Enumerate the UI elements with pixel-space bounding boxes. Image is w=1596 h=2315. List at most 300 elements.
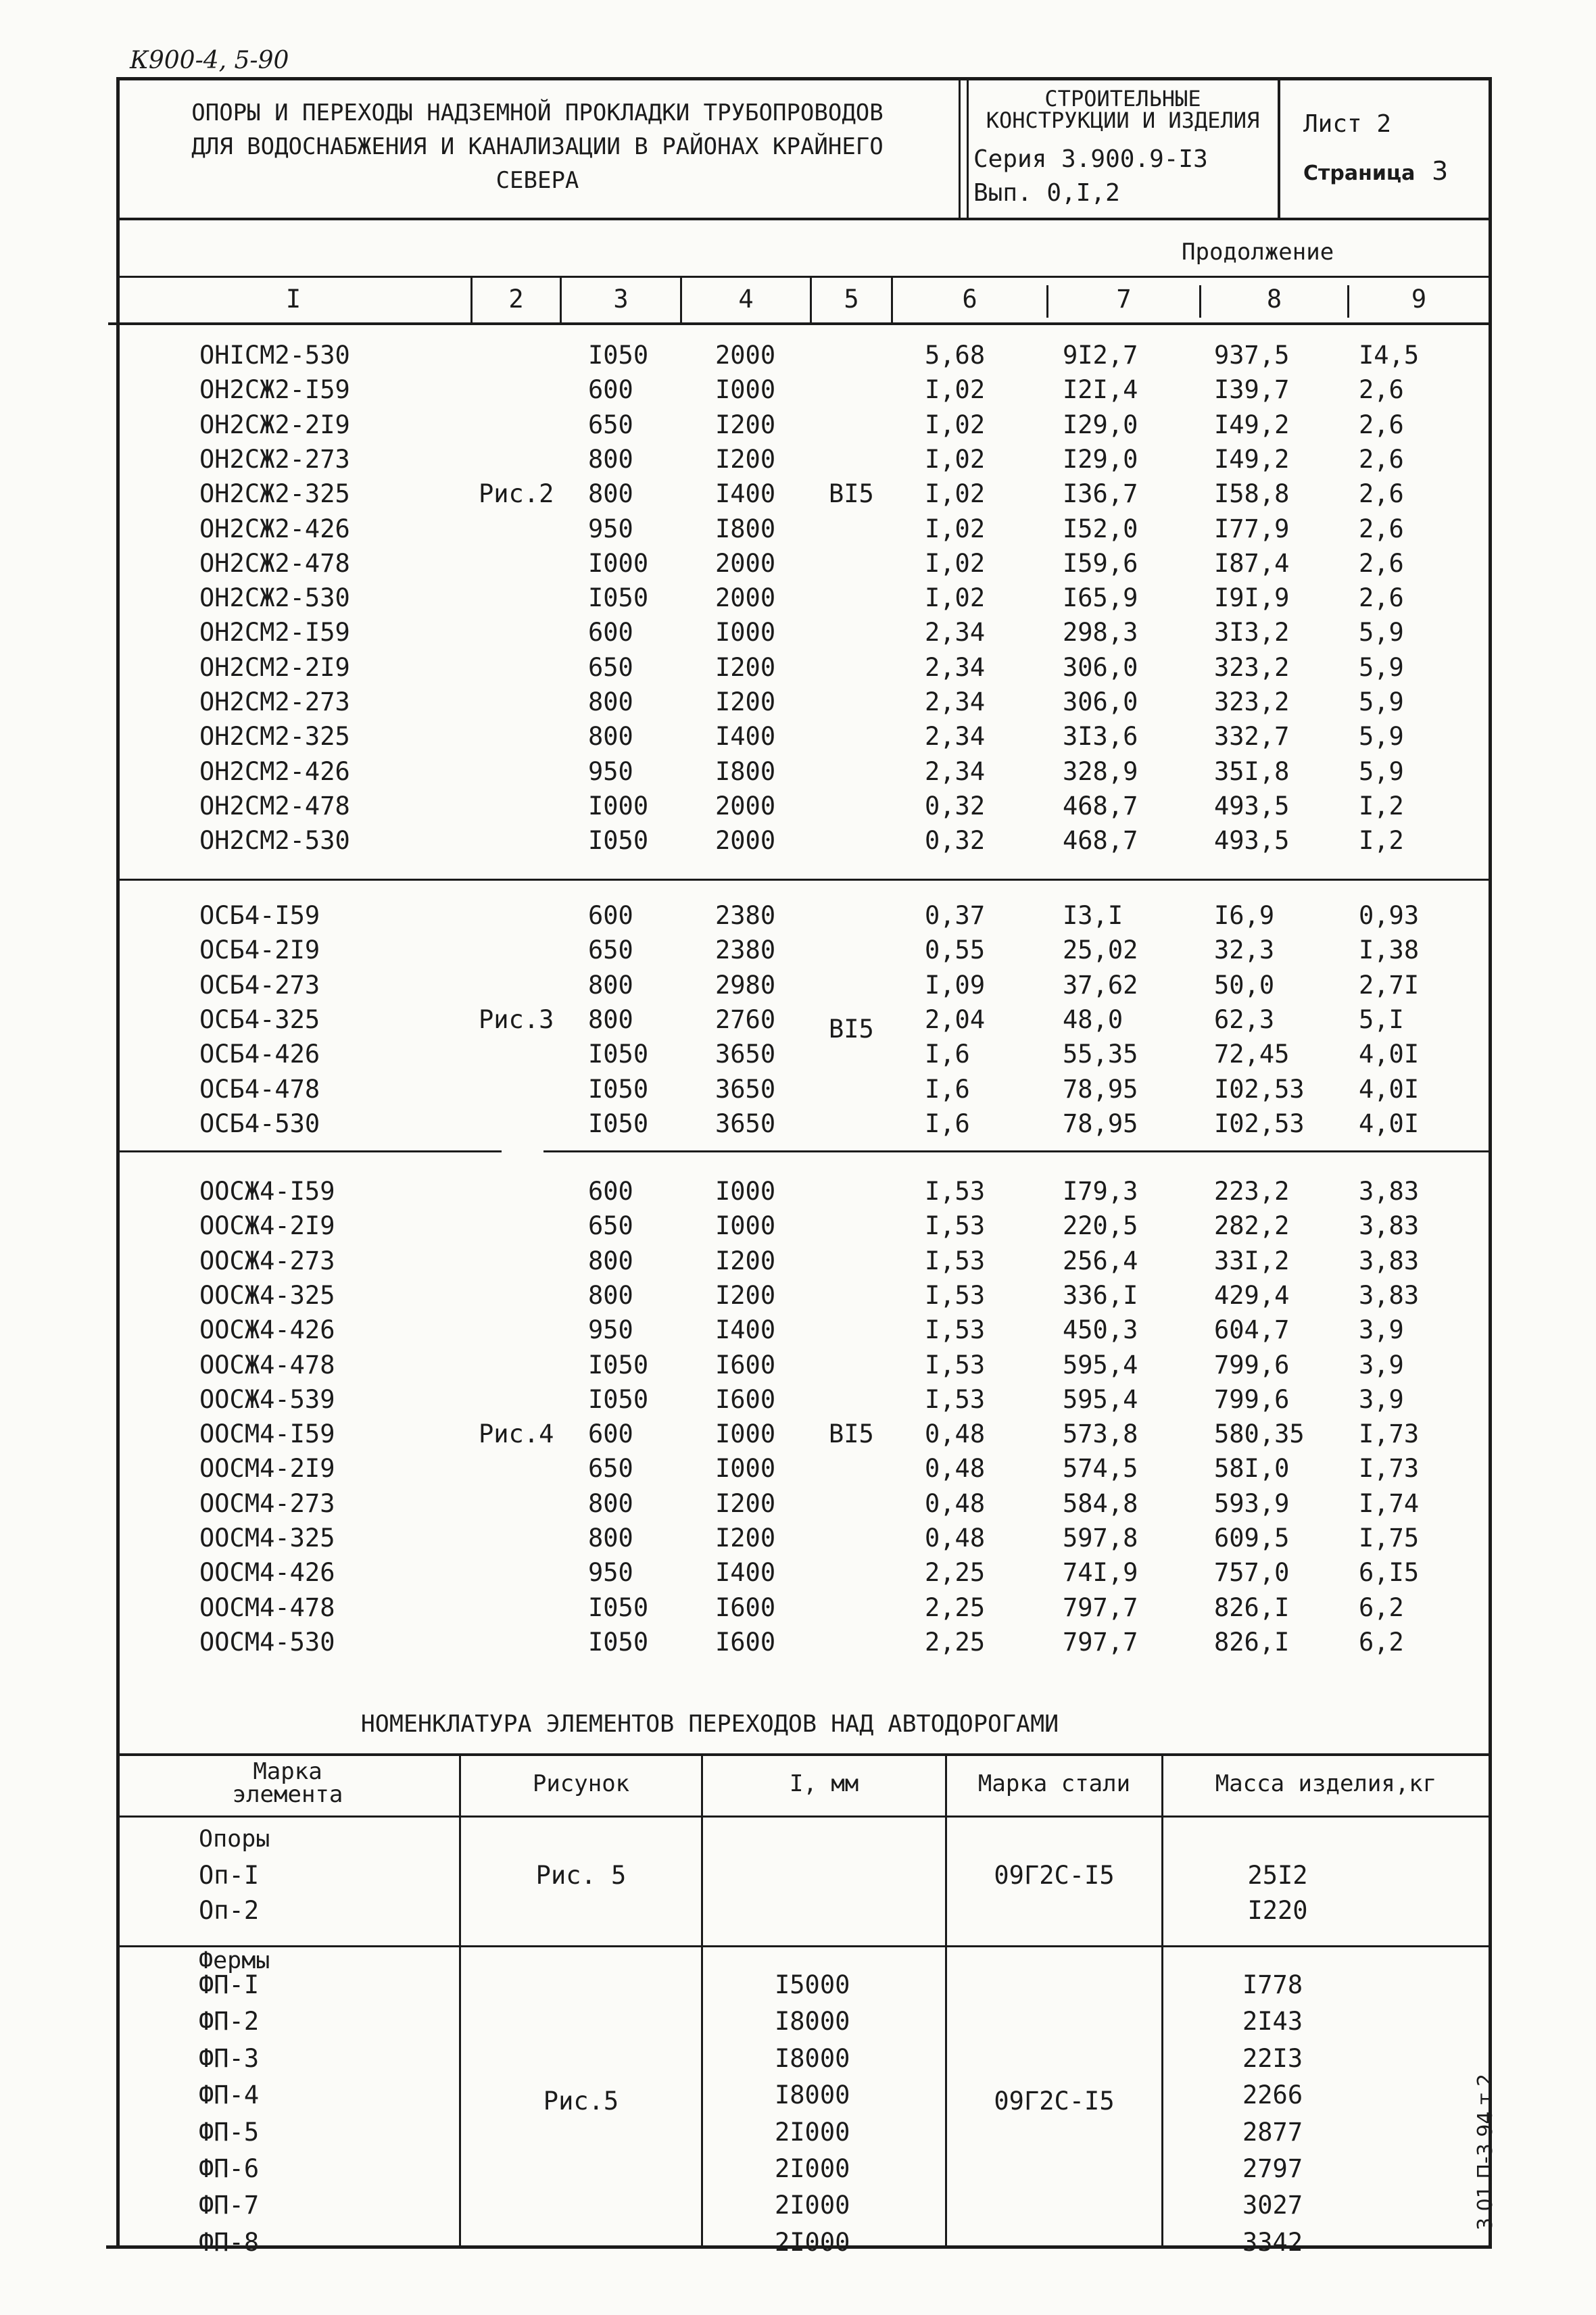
table-cell: 600 bbox=[588, 1177, 633, 1206]
table-cell: 2760 bbox=[715, 1004, 776, 1034]
col-header-5: 5 bbox=[844, 285, 859, 314]
table-cell: 3,83 bbox=[1359, 1211, 1420, 1241]
table-cell: 62,3 bbox=[1214, 1004, 1275, 1034]
table-cell: I,02 bbox=[925, 548, 986, 578]
table-cell: I000 bbox=[588, 548, 649, 578]
table-cell: 2,34 bbox=[925, 687, 986, 716]
table-cell: I29,0 bbox=[1063, 444, 1138, 474]
element-mark: ОН2СЖ2-478 bbox=[199, 548, 350, 578]
nom-truss-length: I8000 bbox=[775, 2043, 850, 2073]
steel-ref: BI5 bbox=[829, 479, 874, 509]
col-header-2: 2 bbox=[508, 285, 524, 314]
nom-header-mass: Масса изделия,кг bbox=[1215, 1770, 1437, 1797]
element-mark: ООСЖ4-426 bbox=[199, 1315, 335, 1345]
table-cell: 5,9 bbox=[1359, 618, 1404, 648]
table-cell: I,53 bbox=[925, 1246, 986, 1275]
nom-truss-mark: ФП-7 bbox=[199, 2191, 260, 2220]
continuation-label: Продолжение bbox=[1182, 239, 1334, 266]
table-cell: 223,2 bbox=[1214, 1177, 1290, 1206]
table-cell: 72,45 bbox=[1214, 1040, 1290, 1069]
table-cell: I02,53 bbox=[1214, 1108, 1305, 1138]
table-cell: 2,34 bbox=[925, 756, 986, 786]
group-separator bbox=[116, 1150, 502, 1152]
table-cell: 5,9 bbox=[1359, 687, 1404, 716]
table-cell: 2000 bbox=[715, 791, 776, 821]
table-cell: 3,83 bbox=[1359, 1246, 1420, 1275]
nom-group-separator bbox=[116, 1945, 1492, 1947]
title-block-divider-2 bbox=[967, 77, 969, 218]
table-cell: 5,I bbox=[1359, 1004, 1404, 1034]
table-cell: I200 bbox=[715, 444, 776, 474]
table-cell: 256,4 bbox=[1063, 1246, 1138, 1275]
col-header-1: I bbox=[285, 285, 301, 314]
table-cell: I600 bbox=[715, 1627, 776, 1657]
table-cell: 48,0 bbox=[1063, 1004, 1123, 1034]
table-cell: 0,48 bbox=[925, 1454, 986, 1484]
element-mark: ОН2СЖ2-2I9 bbox=[199, 410, 350, 439]
table-cell: 3650 bbox=[715, 1074, 776, 1104]
col-header-7: 7 bbox=[1116, 285, 1132, 314]
table-cell: 2,6 bbox=[1359, 479, 1404, 509]
nom-truss-mass: 3027 bbox=[1242, 2191, 1303, 2220]
nom-truss-length: 2I000 bbox=[775, 2154, 850, 2183]
table-cell: I,02 bbox=[925, 583, 986, 613]
table-cell: I,02 bbox=[925, 444, 986, 474]
table-cell: 800 bbox=[588, 1524, 633, 1553]
table-cell: 800 bbox=[588, 1280, 633, 1310]
table-cell: 0,32 bbox=[925, 826, 986, 856]
group-separator bbox=[543, 1150, 1492, 1152]
element-mark: ОН2СМ2-I59 bbox=[199, 618, 350, 648]
table-cell: 3,9 bbox=[1359, 1315, 1404, 1345]
table-cell: I800 bbox=[715, 756, 776, 786]
table-cell: 4,0I bbox=[1359, 1040, 1420, 1069]
corner-code: К900-4, 5-90 bbox=[130, 47, 289, 74]
document-title bbox=[122, 99, 953, 194]
table-cell: I,73 bbox=[1359, 1454, 1420, 1484]
figure-ref: Рис.3 bbox=[479, 1004, 554, 1034]
nom-truss-mass: 2877 bbox=[1242, 2117, 1303, 2147]
table-cell: I200 bbox=[715, 1524, 776, 1553]
category-line-1: СТРОИТЕЛЬНЫЕ bbox=[1044, 86, 1201, 112]
table-cell: 650 bbox=[588, 1211, 633, 1241]
table-cell: 2,6 bbox=[1359, 410, 1404, 439]
table-cell: 2,25 bbox=[925, 1592, 986, 1622]
element-mark: ООСМ4-478 bbox=[199, 1592, 335, 1622]
table-cell: 5,9 bbox=[1359, 722, 1404, 752]
table-cell: I,6 bbox=[925, 1108, 970, 1138]
table-cell: I000 bbox=[715, 618, 776, 648]
nom-support-mass: I220 bbox=[1247, 1896, 1308, 1925]
table-cell: 2000 bbox=[715, 583, 776, 613]
table-cell: I39,7 bbox=[1214, 375, 1290, 405]
element-mark: ООСЖ4-2I9 bbox=[199, 1211, 335, 1241]
table-cell: 0,55 bbox=[925, 935, 986, 965]
issue-label: Вып. 0,I,2 bbox=[973, 179, 1120, 207]
table-cell: I,73 bbox=[1359, 1419, 1420, 1449]
table-cell: 600 bbox=[588, 901, 633, 930]
table-cell: I02,53 bbox=[1214, 1074, 1305, 1104]
table-cell: 5,68 bbox=[925, 341, 986, 370]
nom-truss-mass: 2I43 bbox=[1242, 2007, 1303, 2037]
nom-support-mark: Оп-2 bbox=[199, 1896, 260, 1925]
table-cell: 595,4 bbox=[1063, 1350, 1138, 1380]
nom-col-sep bbox=[459, 1753, 461, 2245]
element-mark: ОН2СМ2-478 bbox=[199, 791, 350, 821]
table-cell: I,53 bbox=[925, 1384, 986, 1414]
element-mark: ОСБ4-I59 bbox=[199, 901, 320, 930]
table-cell: I,53 bbox=[925, 1280, 986, 1310]
table-cell: I52,0 bbox=[1063, 514, 1138, 543]
nom-truss-figure: Рис.5 bbox=[543, 2087, 619, 2116]
table-cell: 950 bbox=[588, 1315, 633, 1345]
nom-group-supports: Опоры bbox=[199, 1826, 270, 1853]
table-cell: 800 bbox=[588, 1004, 633, 1034]
table-cell: 595,4 bbox=[1063, 1384, 1138, 1414]
table-cell: I050 bbox=[588, 1074, 649, 1104]
element-mark: ОН2СЖ2-I59 bbox=[199, 375, 350, 405]
table-cell: 78,95 bbox=[1063, 1108, 1138, 1138]
table-cell: I200 bbox=[715, 410, 776, 439]
table-cell: 800 bbox=[588, 1488, 633, 1518]
table-cell: I600 bbox=[715, 1384, 776, 1414]
element-mark: ОСБ4-273 bbox=[199, 970, 320, 1000]
nom-header-mark-line2: элемента bbox=[232, 1781, 343, 1808]
table-cell: I49,2 bbox=[1214, 444, 1290, 474]
element-mark: ООСМ4-530 bbox=[199, 1627, 335, 1657]
frame-right bbox=[1489, 77, 1492, 2249]
element-mark: ОСБ4-2I9 bbox=[199, 935, 320, 965]
table-cell: 0,32 bbox=[925, 791, 986, 821]
table-cell: 600 bbox=[588, 1419, 633, 1449]
series-label: Серия 3.900.9-I3 bbox=[973, 145, 1208, 173]
table-cell: I77,9 bbox=[1214, 514, 1290, 543]
main-header-bottom bbox=[108, 322, 1492, 325]
figure-ref: Рис.2 bbox=[479, 479, 554, 509]
table-cell: I050 bbox=[588, 1384, 649, 1414]
table-cell: 2,25 bbox=[925, 1558, 986, 1588]
element-mark: ООСМ4-I59 bbox=[199, 1419, 335, 1449]
table-cell: 2,6 bbox=[1359, 375, 1404, 405]
table-cell: 5,9 bbox=[1359, 756, 1404, 786]
col-header-3: 3 bbox=[613, 285, 629, 314]
table-cell: I59,6 bbox=[1063, 548, 1138, 578]
table-cell: 757,0 bbox=[1214, 1558, 1290, 1588]
table-cell: I050 bbox=[588, 1040, 649, 1069]
col-header-9: 9 bbox=[1411, 285, 1427, 314]
table-cell: 797,7 bbox=[1063, 1627, 1138, 1657]
element-mark: ОСБ4-325 bbox=[199, 1004, 320, 1034]
element-mark: ООСЖ4-539 bbox=[199, 1384, 335, 1414]
table-cell: 2,6 bbox=[1359, 548, 1404, 578]
table-cell: 797,7 bbox=[1063, 1592, 1138, 1622]
table-cell: I800 bbox=[715, 514, 776, 543]
nom-truss-mark: ФП-3 bbox=[199, 2043, 260, 2073]
table-cell: I2I,4 bbox=[1063, 375, 1138, 405]
element-mark: ОН2СМ2-426 bbox=[199, 756, 350, 786]
main-header-top bbox=[116, 276, 1492, 278]
table-cell: 336,I bbox=[1063, 1280, 1138, 1310]
table-cell: I,2 bbox=[1359, 826, 1404, 856]
table-cell: I58,8 bbox=[1214, 479, 1290, 509]
element-mark: ОН2СМ2-530 bbox=[199, 826, 350, 856]
table-cell: 800 bbox=[588, 479, 633, 509]
nom-truss-mass: 22I3 bbox=[1242, 2043, 1303, 2073]
nom-truss-length: 2I000 bbox=[775, 2227, 850, 2257]
table-cell: I3,I bbox=[1063, 901, 1123, 930]
nom-header-top bbox=[116, 1753, 1492, 1756]
table-cell: I050 bbox=[588, 1108, 649, 1138]
table-cell: 50,0 bbox=[1214, 970, 1275, 1000]
table-cell: 2000 bbox=[715, 341, 776, 370]
table-cell: 25,02 bbox=[1063, 935, 1138, 965]
table-cell: 2,6 bbox=[1359, 583, 1404, 613]
table-cell: I000 bbox=[715, 1419, 776, 1449]
table-cell: 37,62 bbox=[1063, 970, 1138, 1000]
table-cell: 220,5 bbox=[1063, 1211, 1138, 1241]
table-cell: I4,5 bbox=[1359, 341, 1420, 370]
nom-truss-mass: I778 bbox=[1242, 1970, 1303, 1999]
title-block-divider-3 bbox=[1278, 77, 1280, 218]
table-cell: I000 bbox=[715, 1177, 776, 1206]
nom-truss-length: I8000 bbox=[775, 2007, 850, 2037]
element-mark: ООСЖ4-273 bbox=[199, 1246, 335, 1275]
table-cell: 2,6 bbox=[1359, 514, 1404, 543]
table-cell: I200 bbox=[715, 1280, 776, 1310]
nom-col-sep bbox=[701, 1753, 703, 2245]
title-block-bottom bbox=[116, 218, 1492, 220]
table-cell: I,02 bbox=[925, 479, 986, 509]
element-mark: ОНIСМ2-530 bbox=[199, 341, 350, 370]
table-cell: 2,34 bbox=[925, 618, 986, 648]
table-cell: I,02 bbox=[925, 410, 986, 439]
element-mark: ООСЖ4-325 bbox=[199, 1280, 335, 1310]
nom-truss-length: 2I000 bbox=[775, 2117, 850, 2147]
table-cell: 950 bbox=[588, 756, 633, 786]
element-mark: ОСБ4-426 bbox=[199, 1040, 320, 1069]
table-cell: I,53 bbox=[925, 1177, 986, 1206]
table-cell: 2,04 bbox=[925, 1004, 986, 1034]
table-cell: I,53 bbox=[925, 1211, 986, 1241]
category-line-2: КОНСТРУКЦИИ И ИЗДЕЛИЯ bbox=[986, 107, 1260, 133]
table-cell: 650 bbox=[588, 935, 633, 965]
table-cell: I,53 bbox=[925, 1315, 986, 1345]
table-cell: 35I,8 bbox=[1214, 756, 1290, 786]
table-cell: 800 bbox=[588, 970, 633, 1000]
table-cell: 950 bbox=[588, 1558, 633, 1588]
nom-header-mark-line1: Марка bbox=[253, 1758, 322, 1785]
table-cell: 597,8 bbox=[1063, 1524, 1138, 1553]
nom-header-length: I, мм bbox=[789, 1770, 859, 1797]
nom-col-sep bbox=[1161, 1753, 1163, 2245]
sheet-label: Лист 2 bbox=[1303, 110, 1392, 138]
table-cell: 3I3,6 bbox=[1063, 722, 1138, 752]
table-cell: I,53 bbox=[925, 1350, 986, 1380]
table-cell: 33I,2 bbox=[1214, 1246, 1290, 1275]
table-cell: I600 bbox=[715, 1592, 776, 1622]
table-cell: I,2 bbox=[1359, 791, 1404, 821]
nom-truss-mass: 3342 bbox=[1242, 2227, 1303, 2257]
table-cell: I050 bbox=[588, 341, 649, 370]
nom-truss-mark: ФП-5 bbox=[199, 2117, 260, 2147]
table-cell: I400 bbox=[715, 722, 776, 752]
table-cell: I200 bbox=[715, 1488, 776, 1518]
title-block-divider-1 bbox=[959, 77, 961, 218]
table-cell: 573,8 bbox=[1063, 1419, 1138, 1449]
nomenclature-title: НОМЕНКЛАТУРА ЭЛЕМЕНТОВ ПЕРЕХОДОВ НАД АВТОДОРОГАМИ bbox=[360, 1711, 1059, 1738]
table-cell: 6,I5 bbox=[1359, 1558, 1420, 1588]
table-cell: 282,2 bbox=[1214, 1211, 1290, 1241]
col-header-6: 6 bbox=[962, 285, 977, 314]
table-cell: 3,9 bbox=[1359, 1350, 1404, 1380]
table-cell: 3,83 bbox=[1359, 1177, 1420, 1206]
table-cell: 5,9 bbox=[1359, 652, 1404, 682]
table-cell: 3I3,2 bbox=[1214, 618, 1290, 648]
table-cell: 826,I bbox=[1214, 1627, 1290, 1657]
table-cell: 3,83 bbox=[1359, 1280, 1420, 1310]
table-cell: 950 bbox=[588, 514, 633, 543]
nom-truss-steel: 09Г2С-I5 bbox=[994, 2087, 1115, 2116]
table-cell: I,02 bbox=[925, 375, 986, 405]
table-cell: 74I,9 bbox=[1063, 1558, 1138, 1588]
table-cell: 6,2 bbox=[1359, 1627, 1404, 1657]
document-title-line-3: СЕВЕРА bbox=[495, 167, 579, 194]
table-cell: 78,95 bbox=[1063, 1074, 1138, 1104]
table-cell: 2,6 bbox=[1359, 444, 1404, 474]
col-header-8: 8 bbox=[1266, 285, 1282, 314]
table-cell: 604,7 bbox=[1214, 1315, 1290, 1345]
table-cell: I,38 bbox=[1359, 935, 1420, 965]
nom-truss-mark: ФП-8 bbox=[199, 2227, 260, 2257]
table-cell: 0,48 bbox=[925, 1524, 986, 1553]
table-cell: I050 bbox=[588, 826, 649, 856]
nom-truss-length: 2I000 bbox=[775, 2191, 850, 2220]
nom-header-figure: Рисунок bbox=[532, 1770, 630, 1797]
element-mark: ОН2СМ2-2I9 bbox=[199, 652, 350, 682]
table-cell: I050 bbox=[588, 1350, 649, 1380]
nom-support-figure: Рис. 5 bbox=[535, 1861, 627, 1890]
element-mark: ОН2СМ2-325 bbox=[199, 722, 350, 752]
table-cell: 468,7 bbox=[1063, 826, 1138, 856]
table-cell: 937,5 bbox=[1214, 341, 1290, 370]
nom-support-mass: 25I2 bbox=[1247, 1861, 1308, 1890]
table-cell: 799,6 bbox=[1214, 1384, 1290, 1414]
table-cell: 600 bbox=[588, 618, 633, 648]
table-cell: 2,7I bbox=[1359, 970, 1420, 1000]
table-cell: 800 bbox=[588, 687, 633, 716]
table-cell: I200 bbox=[715, 687, 776, 716]
table-cell: 800 bbox=[588, 1246, 633, 1275]
table-cell: 2380 bbox=[715, 901, 776, 930]
table-cell: 2000 bbox=[715, 826, 776, 856]
table-cell: 4,0I bbox=[1359, 1108, 1420, 1138]
table-cell: 800 bbox=[588, 722, 633, 752]
table-cell: I36,7 bbox=[1063, 479, 1138, 509]
table-cell: 450,3 bbox=[1063, 1315, 1138, 1345]
element-mark: ООСЖ4-I59 bbox=[199, 1177, 335, 1206]
table-cell: 4,0I bbox=[1359, 1074, 1420, 1104]
table-cell: 3,9 bbox=[1359, 1384, 1404, 1414]
table-cell: 2,34 bbox=[925, 722, 986, 752]
table-cell: I,02 bbox=[925, 514, 986, 543]
document-title-line-1: ОПОРЫ И ПЕРЕХОДЫ НАДЗЕМНОЙ ПРОКЛАДКИ ТРУБОПРОВОДОВ bbox=[191, 99, 884, 126]
frame-top bbox=[116, 77, 1492, 80]
table-cell: 3650 bbox=[715, 1040, 776, 1069]
table-cell: 493,5 bbox=[1214, 791, 1290, 821]
nom-header-steel: Марка стали bbox=[977, 1770, 1131, 1797]
table-cell: I9I,9 bbox=[1214, 583, 1290, 613]
table-cell: 332,7 bbox=[1214, 722, 1290, 752]
element-mark: ОН2СМ2-273 bbox=[199, 687, 350, 716]
table-cell: 3650 bbox=[715, 1108, 776, 1138]
nom-truss-mass: 2797 bbox=[1242, 2154, 1303, 2183]
table-cell: I,75 bbox=[1359, 1524, 1420, 1553]
table-cell: 650 bbox=[588, 410, 633, 439]
side-code: 3.01.П-3.94 т.2 bbox=[1474, 2073, 1497, 2231]
nom-group-trusses: Фермы bbox=[199, 1947, 270, 1974]
table-cell: 593,9 bbox=[1214, 1488, 1290, 1518]
table-cell: I000 bbox=[588, 791, 649, 821]
table-cell: 0,48 bbox=[925, 1419, 986, 1449]
element-mark: ОСБ4-530 bbox=[199, 1108, 320, 1138]
table-cell: 800 bbox=[588, 444, 633, 474]
element-mark: ОН2СЖ2-325 bbox=[199, 479, 350, 509]
table-cell: 328,9 bbox=[1063, 756, 1138, 786]
figure-ref: Рис.4 bbox=[479, 1419, 554, 1449]
nom-truss-mark: ФП-2 bbox=[199, 2007, 260, 2037]
element-mark: ООСМ4-426 bbox=[199, 1558, 335, 1588]
table-cell: 650 bbox=[588, 652, 633, 682]
table-cell: I,6 bbox=[925, 1040, 970, 1069]
table-cell: 0,93 bbox=[1359, 901, 1420, 930]
page-label: Страница bbox=[1303, 162, 1416, 185]
table-cell: I000 bbox=[715, 375, 776, 405]
table-cell: I65,9 bbox=[1063, 583, 1138, 613]
table-cell: I400 bbox=[715, 1558, 776, 1588]
table-cell: 609,5 bbox=[1214, 1524, 1290, 1553]
element-mark: ОСБ4-478 bbox=[199, 1074, 320, 1104]
table-cell: 306,0 bbox=[1063, 687, 1138, 716]
table-cell: 323,2 bbox=[1214, 687, 1290, 716]
table-cell: I000 bbox=[715, 1454, 776, 1484]
document-title-line-2: ДЛЯ ВОДОСНАБЖЕНИЯ И КАНАЛИЗАЦИИ В РАЙОНАХ КРАЙНЕГО bbox=[191, 133, 884, 160]
table-cell: 58I,0 bbox=[1214, 1454, 1290, 1484]
col-header-4: 4 bbox=[738, 285, 754, 314]
nom-truss-mark: ФП-I bbox=[199, 1970, 260, 1999]
table-cell: 429,4 bbox=[1214, 1280, 1290, 1310]
table-cell: 6,2 bbox=[1359, 1592, 1404, 1622]
nom-support-steel: 09Г2С-I5 bbox=[994, 1861, 1115, 1890]
table-cell: 826,I bbox=[1214, 1592, 1290, 1622]
table-cell: 2,34 bbox=[925, 652, 986, 682]
table-cell: 0,37 bbox=[925, 901, 986, 930]
table-cell: I050 bbox=[588, 583, 649, 613]
page-number: 3 bbox=[1432, 156, 1449, 186]
table-cell: I87,4 bbox=[1214, 548, 1290, 578]
table-cell: I,6 bbox=[925, 1074, 970, 1104]
nom-support-mark: Оп-I bbox=[199, 1861, 260, 1890]
table-cell: 574,5 bbox=[1063, 1454, 1138, 1484]
element-mark: ООСМ4-325 bbox=[199, 1524, 335, 1553]
frame-left bbox=[116, 77, 120, 2249]
nom-truss-mark: ФП-6 bbox=[199, 2154, 260, 2183]
steel-ref: BI5 bbox=[829, 1014, 874, 1044]
table-cell: I,09 bbox=[925, 970, 986, 1000]
element-mark: ООСМ4-273 bbox=[199, 1488, 335, 1518]
table-cell: I49,2 bbox=[1214, 410, 1290, 439]
table-cell: I6,9 bbox=[1214, 901, 1275, 930]
table-cell: I200 bbox=[715, 1246, 776, 1275]
